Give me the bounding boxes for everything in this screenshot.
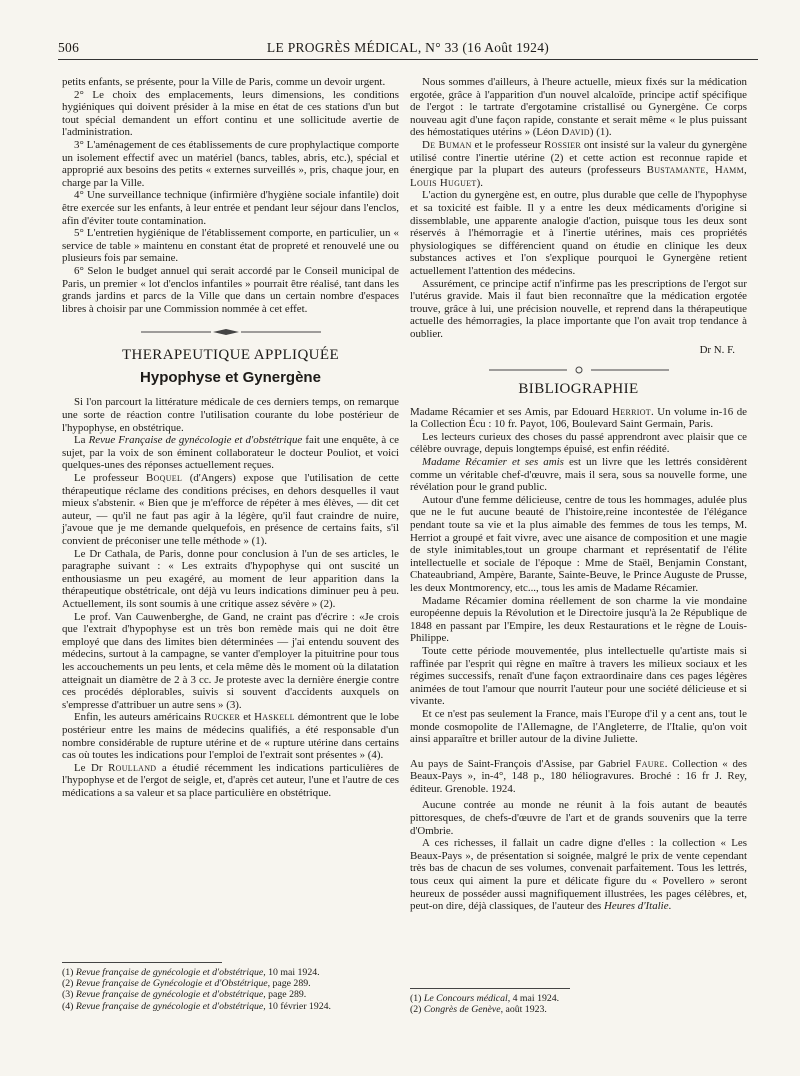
footnotes-left (62, 962, 399, 1012)
ornament-divider (410, 361, 747, 379)
ornament-rule-icon (141, 327, 321, 337)
paragraph: Assurément, ce principe actif n'infirme pas les prescriptions de l'ergot sur l'utérus gravide. Mais il faut bien reconnaître que la médication ergotée trouve, grâce à lui, une précision nouvelle, et reprend dans la thérapeutique actuelle des hémorragies, la place importante que l'on avait trop tendance à oublier. (410, 277, 747, 340)
left-column (62, 76, 399, 799)
paragraph: Madame Récamier et ses amis est un livre que les lettrés considèrent comme un véritable chef-d'œuvre, mais il sera, sous sa nouvelle forme, une révélation pour le grand public. (410, 456, 747, 494)
paragraph: Le Dr Roulland a étudié récemment les indications particulières de l'hypophyse et de l'ergot de seigle, et, d'après cet auteur, l'une et l'autre de ces médications a sa valeur et sa place particulière en obstétrique. (62, 761, 399, 799)
paragraph: 5° L'entretien hygiénique de l'établissement comporte, en particulier, un « service de table » maintenu en constant état de propreté et renouvelé une ou plusieurs fois par semaine. (62, 227, 399, 265)
paragraph: Les lecteurs curieux des choses du passé apprendront avec plaisir que ce célèbre ouvrage, depuis longtemps épuisé, est enfin réédité. (410, 430, 747, 456)
paragraph: Aucune contrée au monde ne réunit à la fois autant de beautés pittoresques, de chefs-d'œuvre de l'art et de grands souvenirs que la terre d'Ombrie. (410, 799, 747, 837)
paragraph: Nous sommes d'ailleurs, à l'heure actuelle, mieux fixés sur la médication ergotée, grâce à l'apparition d'un nouvel alcaloïde, principe actif spécifique de l'ergot : le tartrate d'ergotamine cristallisé ou Gynergène. Ce corps nouveau agit d'une façon rapide, constante et serait même « le plus puissant des hémostatiques utérins » (Léon David) (1). (410, 76, 747, 139)
paragraph: Madame Récamier domina réellement de son charme la vie mondaine européenne depuis la Révolution et le Directoire jusqu'à la 2e République de 1848 en passant par l'Empire, les deux Restaurations et le règne de Louis-Philippe. (410, 594, 747, 645)
footnote: (1) Le Concours médical, 4 mai 1924. (410, 993, 560, 1004)
page-number: 506 (58, 40, 80, 55)
section-heading-bibliographie: BIBLIOGRAPHIE (518, 381, 639, 398)
paragraph: 2° Le choix des emplacements, leurs dimensions, les conditions hygiéniques qui doivent présider à la mise en état de ces stations d'un but tout spécial demandent un effort continu et une sollicitude avertie de l'administration. (62, 88, 399, 139)
paragraph: Toute cette période mouvementée, plus intellectuelle qu'artiste mais si raffinée par l'esprit qui règne en maître à travers les milieux sociaux et les régimes successifs, renaît d'une façon extraordinaire dans ces pages légères animées de tout l'amour que nourrit l'auteur pour une société délicieuse et si vivante. (410, 644, 747, 708)
right-column (410, 76, 747, 913)
paragraph: 6° Selon le budget annuel qui serait accordé par le Conseil municipal de Paris, un premier « lot d'enclos infantiles » pourrait être réalisé, tant dans les grands jardins et parcs de la Ville que dans un certain nombre d'espaces libres à choisir par une Commission nommée à cet effet. (62, 264, 399, 315)
paragraph: Autour d'une femme délicieuse, centre de tous les hommages, adulée plus que ne le fut aucune beauté de l'histoire,reine incontestée de l'élégance pendant toute sa vie et la plus aimable des femmes de tous les temps, M. Herriot a groupé et fait vivre, avec une aisance de composition et une magie de style inimitables,tout un groupe charmant et représentatif de l'élite intellectuelle et sociale de l'époque : Mme de Staël, Benjamin Constant, Chateaubriand, Ampère, Barante, Sainte-Beuve, le Prince Auguste de Prusse, les deux Montmorency, etc..., tous les amis de Madame Récamier. (410, 493, 747, 594)
bibliography-entry-header: Madame Récamier et ses Amis, par Edouard Herriot. Un volume in-16 de la Collection Écu : 10 fr. Payot, 106, Boulevard Saint Germain, Paris. (410, 405, 747, 431)
paragraph: La Revue Française de gynécologie et d'obstétrique fait une enquête, à ce sujet, par la voix de son éminent collaborateur le docteur Pouliot, et voici quelques-unes des réponses actuellement reçues. (62, 434, 400, 472)
header-rule (58, 59, 758, 60)
paragraph: petits enfants, se présente, pour la Ville de Paris, comme un devoir urgent. (62, 76, 386, 88)
paragraph: Et ce n'est pas seulement la France, mais l'Europe d'il y a cent ans, tout le monde cosmopolite de l'Allemagne, de l'Angleterre, de l'Italie, qu'on voit ainsi apparaître et briller autour de la divine Juliette. (410, 707, 747, 746)
bibliography-entry-header: Au pays de Saint-François d'Assise, par Gabriel Faure. Collection « des Beaux-Pays », in-4°, 148 p., 180 héliogravures. Broché : 16 fr J. Rey, éditeur. Grenoble. 1924. (410, 757, 747, 795)
paragraph: 4° Une surveillance technique (infirmière d'hygiène sociale infantile) doit être exercée sur les enfants, à leur entrée et pendant leur séjour dans l'enclos, afin d'éviter toute contamination. (62, 189, 399, 227)
ornament-divider (62, 323, 399, 341)
footnote: (1) Revue française de gynécologie et d'obstétrique, 10 mai 1924. (62, 967, 320, 978)
footnote-rule (410, 988, 570, 989)
paragraph: Le professeur Boquel (d'Angers) expose que l'utilisation de cette thérapeutique réclame des conditions précises, en dehors desquelles il vaut mieux s'abstenir. « Bien que je m'efforce de répéter à mes élèves, — dit cet auteur, — qu'il ne faut pas agir à la légère, qu'il faut craindre de nuire, j'avoue que je me demande quelquefois, en présence de certains faits, s'il convient de préconiser une telle méthode » (1). (62, 472, 399, 547)
footnote: (2) Revue française de Gynécologie et d'Obstétrique, page 289. (62, 978, 311, 990)
signature: Dr N. F. (699, 344, 735, 357)
footnote: (4) Revue française de gynécologie et d'obstétrique, 10 février 1924. (62, 1000, 331, 1012)
paragraph: Enfin, les auteurs américains Rucker et Haskell démontrent que le lobe postérieur entre les mains de médecins qualifiés, a été responsable d'un nombre considérable de rupture utérine et de « rupture utérine dans certains cas où toutes les indications pour l'emploi de l'extrait sont présentes » (4). (62, 711, 400, 762)
footnotes-right (410, 988, 747, 1015)
footnote: (2) Congrès de Genève, août 1923. (410, 1004, 547, 1016)
ornament-rule-icon (489, 365, 669, 375)
running-header (58, 40, 758, 58)
article-title: Hypophyse et Gynergène (140, 368, 321, 386)
paragraph: L'action du gynergène est, en outre, plus durable que celle de l'hypophyse et sa toxicité est faible. Il y a entre les deux médicaments d'origine si dissemblable, une apparente analogie d'action, puisque tous les deux sont réservés à l'hémorragie et à l'inertie utérines, mais ces propriétés physiologiques se différencient quand on étudie en clinique les deux substances actives et l'on s'explique pourquoi le Gynergène retient actuellement l'attention des médecins. (410, 189, 747, 277)
footnote: (3) Revue française de gynécologie et d'obstétrique, page 289. (62, 989, 307, 1001)
footnote-rule (62, 962, 222, 963)
paragraph: Le prof. Van Cauwenberghe, de Gand, ne craint pas d'écrire : «Je crois que l'extrait d'hypophyse est un très bon remède mais qui ne doit être employé que dans des limites bien déterminées — j'ai entendu souvent des médecins, surtout à la campagne, se vanter d'employer la pituitrine pour tous les accouchements un peu lents, et cela même dès le moment où la dilatation atteignait un diamètre de 2 à 3 cc. Je proteste avec la dernière énergie contre ces procédés déplorables, suivis si souvent d'accidents auxquels on s'empresse d'attribuer un autre sens » (3). (62, 610, 399, 711)
paragraph: 3° L'aménagement de ces établissements de cure prophylactique comporte un isolement effectif avec un matériel (bancs, tables, abris, etc.), spécial et approprié aux besoins des petits « externes surveillés », pris, chaque jour, en charge par la Ville. (62, 138, 399, 189)
paragraph: Si l'on parcourt la littérature médicale de ces derniers temps, on remarque une sorte de réaction contre l'utilisation courante du lobe postérieur de l'hypophyse, en obstétrique. (62, 396, 399, 434)
paragraph: A ces richesses, il fallait un cadre digne d'elles : la collection « Les Beaux-Pays », de présentation si soignée, malgré le prix de vente cependant très bas de chacun de ses volumes, convenait parfaitement. Tous les lettrés, tous ceux qui aiment la pure et délicate figure du « Povellero » seront heureux de posséder aussi magnifiquement illustrées, les pages célèbres, et, peut-on dire, déjà classiques, de l'auteur des Heures d'Italie. (410, 837, 747, 913)
journal-title: LE PROGRÈS MÉDICAL, N° 33 (16 Août 1924) (266, 40, 550, 55)
paragraph: Le Dr Cathala, de Paris, donne pour conclusion à l'un de ses articles, le paragraphe suivant : « Les extraits d'hypophyse qui ont suscité un enthousiasme un peu exagéré, au moment de leur apparition dans la thérapeutique obstétricale, ont déjà vu leurs indications diminuer peu à peu. Actuellement, ils sont soumis à une critique assez sévère » (2). (62, 547, 399, 610)
section-heading-therapeutique: THERAPEUTIQUE APPLIQUÉE (121, 347, 340, 364)
paragraph: De Buman et le professeur Rossier ont insisté sur la valeur du gynergène utilisé contre l'inertie utérine (2) et cette action est reconnue rapide et énergique par la plupart des auteurs (professeurs Bustamante, Hamm, Louis Huguet). (410, 138, 748, 189)
